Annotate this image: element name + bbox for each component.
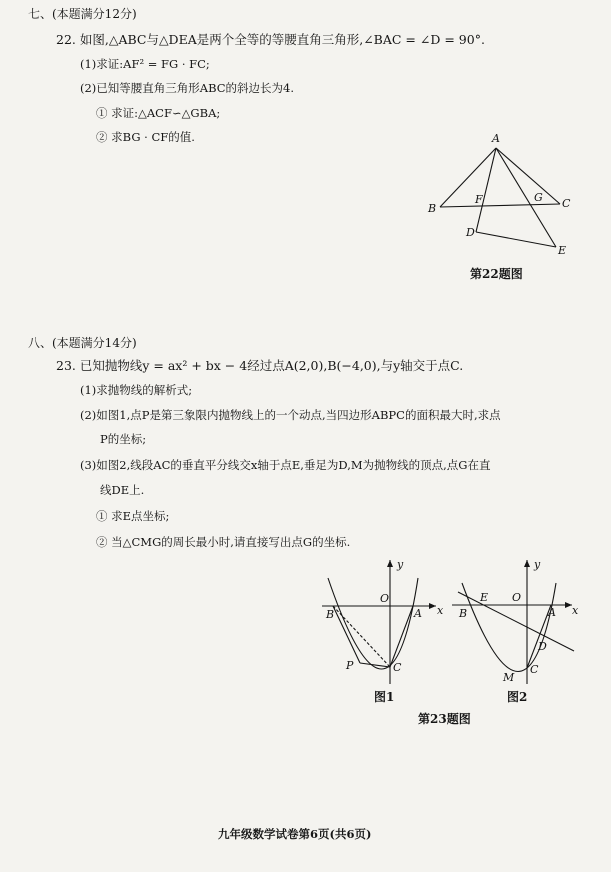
q23-part2-line1: (2)如图1,点P是第三象限内抛物线上的一个动点,当四边形ABPC的面积最大时,求点 <box>80 408 501 422</box>
q23-fig2-caption: 图2 <box>507 690 528 704</box>
fig22-label-f: F <box>475 193 483 206</box>
fig1-label-b: B <box>326 608 335 621</box>
fig2-label-d: D <box>538 640 547 653</box>
section-7-heading: 七、(本题满分12分) <box>28 7 137 21</box>
fig22-label-c: C <box>562 197 571 210</box>
q23-fig1 <box>322 560 436 684</box>
fig22-label-g: G <box>534 191 543 204</box>
q23-figure-caption: 第23题图 <box>418 712 471 726</box>
fig1-label-p: P <box>346 659 354 672</box>
q22-part2: (2)已知等腰直角三角形ABC的斜边长为4. <box>80 81 295 95</box>
q23-stem: 23. 已知抛物线y = ax² + bx − 4经过点A(2,0),B(−4,0),与y轴交于点C. <box>56 358 464 373</box>
fig22-label-a: A <box>492 132 500 145</box>
q23-part3a: ① 求E点坐标; <box>96 509 170 523</box>
q23-part3b: ② 当△CMG的周长最小时,请直接写出点G的坐标. <box>96 535 351 549</box>
q22-part2b: ② 求BG · CF的值. <box>96 130 195 144</box>
fig22-label-d: D <box>466 226 475 239</box>
fig2-label-x: x <box>572 604 579 617</box>
fig22-label-b: B <box>428 202 437 215</box>
fig1-label-o: O <box>380 592 390 605</box>
fig2-label-c: C <box>530 663 539 676</box>
q23-fig1-caption: 图1 <box>374 690 395 704</box>
fig1-label-x: x <box>437 604 444 617</box>
q22-stem: 22. 如图,△ABC与△DEA是两个全等的等腰直角三角形,∠BAC = ∠D = 90°. <box>56 32 485 47</box>
q23-part1: (1)求抛物线的解析式; <box>80 383 193 397</box>
page-footer: 九年级数学试卷第6页(共6页) <box>218 827 372 841</box>
q23-part3-line2: 线DE上. <box>100 483 145 497</box>
fig22-label-e: E <box>558 244 567 257</box>
fig2-label-b: B <box>459 607 468 620</box>
fig2-label-y: y <box>534 558 541 571</box>
fig2-label-e: E <box>480 591 489 604</box>
q22-part1: (1)求证:AF² = FG · FC; <box>80 57 210 71</box>
section-8-heading: 八、(本题满分14分) <box>28 336 137 350</box>
fig1-label-a: A <box>414 607 422 620</box>
fig2-label-o: O <box>512 591 522 604</box>
q22-figure-caption: 第22题图 <box>470 267 523 281</box>
fig2-label-m: M <box>503 671 515 684</box>
q23-fig2 <box>452 560 574 684</box>
fig2-label-a: A <box>548 606 556 619</box>
q23-part2-line2: P的坐标; <box>100 432 147 446</box>
q23-part3-line1: (3)如图2,线段AC的垂直平分线交x轴于点E,垂足为D,M为抛物线的顶点,点G在直 <box>80 458 491 472</box>
fig1-label-y: y <box>397 558 404 571</box>
q22-part2a: ① 求证:△ACF∽△GBA; <box>96 106 221 120</box>
fig1-label-c: C <box>393 661 402 674</box>
